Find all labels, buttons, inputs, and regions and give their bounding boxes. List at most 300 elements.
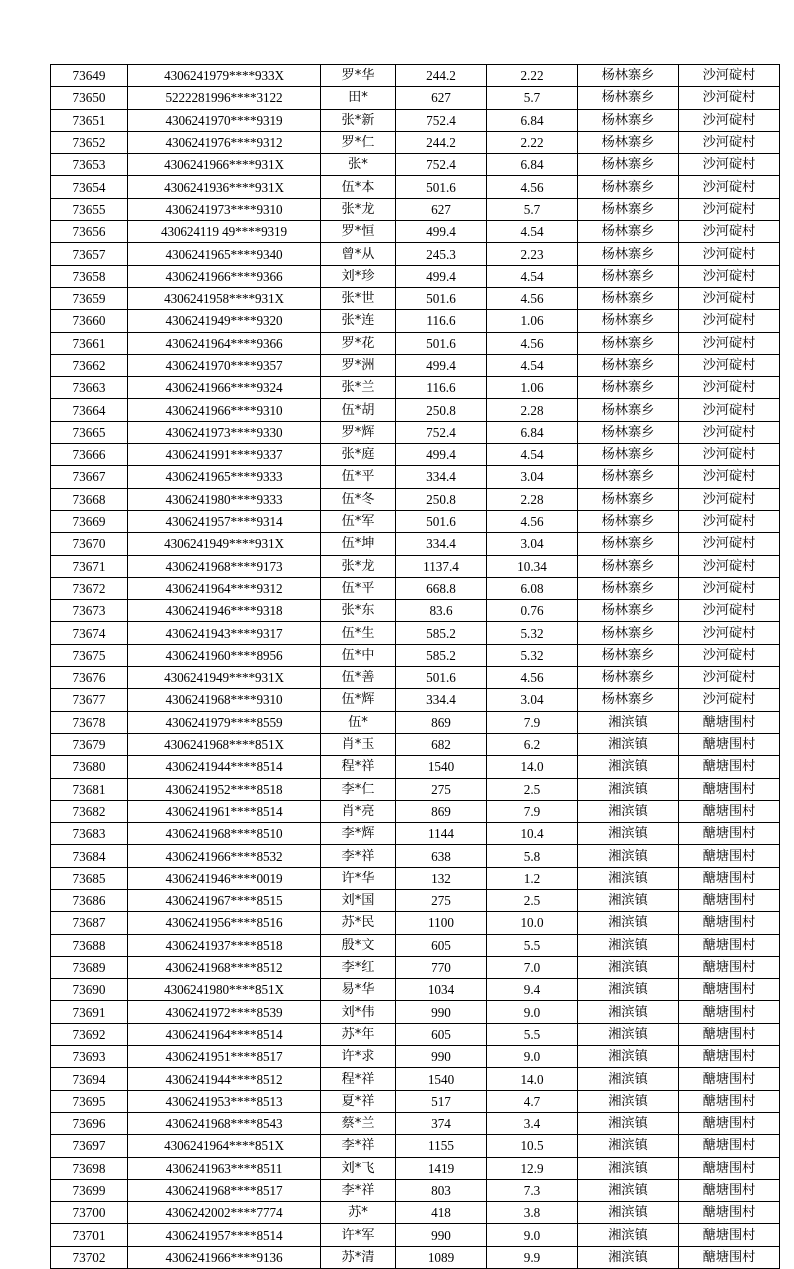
- cell-amount: 334.4: [396, 689, 487, 711]
- cell-name: 苏*清: [321, 1246, 396, 1268]
- cell-village: 沙河碇村: [679, 466, 780, 488]
- cell-id: 4306241973****9310: [128, 198, 321, 220]
- cell-name: 张*龙: [321, 198, 396, 220]
- cell-town: 杨林寨乡: [578, 310, 679, 332]
- cell-rate: 5.32: [487, 622, 578, 644]
- table-row: [51, 823, 780, 845]
- table-row: [51, 867, 780, 889]
- table-row: [51, 1090, 780, 1112]
- cell-rate: 5.7: [487, 87, 578, 109]
- cell-amount: 334.4: [396, 533, 487, 555]
- cell-town: 湘滨镇: [578, 1001, 679, 1023]
- cell-id: 4306241964****8514: [128, 1023, 321, 1045]
- cell-amount: 374: [396, 1112, 487, 1134]
- cell-village: 沙河碇村: [679, 287, 780, 309]
- cell-rate: 6.84: [487, 109, 578, 131]
- cell-name: 伍*平: [321, 466, 396, 488]
- cell-seq: 73674: [51, 622, 128, 644]
- cell-seq: 73687: [51, 912, 128, 934]
- cell-name: 许*华: [321, 867, 396, 889]
- cell-name: 张*: [321, 154, 396, 176]
- cell-amount: 1144: [396, 823, 487, 845]
- cell-name: 伍*生: [321, 622, 396, 644]
- cell-amount: 245.3: [396, 243, 487, 265]
- cell-seq: 73673: [51, 600, 128, 622]
- table-row: [51, 845, 780, 867]
- cell-id: 4306241961****8514: [128, 800, 321, 822]
- cell-rate: 2.22: [487, 65, 578, 87]
- cell-village: 醣塘围村: [679, 867, 780, 889]
- cell-seq: 73666: [51, 444, 128, 466]
- cell-seq: 73660: [51, 310, 128, 332]
- cell-amount: 803: [396, 1179, 487, 1201]
- cell-seq: 73652: [51, 131, 128, 153]
- cell-amount: 1034: [396, 979, 487, 1001]
- cell-amount: 752.4: [396, 421, 487, 443]
- table-row: [51, 243, 780, 265]
- cell-amount: 990: [396, 1001, 487, 1023]
- table-row: [51, 421, 780, 443]
- cell-rate: 9.9: [487, 1246, 578, 1268]
- cell-seq: 73672: [51, 577, 128, 599]
- cell-village: 醣塘围村: [679, 1046, 780, 1068]
- cell-town: 杨林寨乡: [578, 399, 679, 421]
- cell-rate: 4.56: [487, 510, 578, 532]
- cell-name: 伍*坤: [321, 533, 396, 555]
- cell-name: 易*华: [321, 979, 396, 1001]
- cell-name: 肖*亮: [321, 800, 396, 822]
- cell-amount: 244.2: [396, 131, 487, 153]
- cell-seq: 73696: [51, 1112, 128, 1134]
- cell-amount: 499.4: [396, 221, 487, 243]
- cell-amount: 585.2: [396, 622, 487, 644]
- cell-amount: 869: [396, 800, 487, 822]
- cell-seq: 73694: [51, 1068, 128, 1090]
- cell-name: 罗*洲: [321, 354, 396, 376]
- cell-id: 4306241946****9318: [128, 600, 321, 622]
- cell-seq: 73679: [51, 733, 128, 755]
- table-row: [51, 466, 780, 488]
- cell-id: 4306241957****8514: [128, 1224, 321, 1246]
- cell-id: 4306242002****7774: [128, 1202, 321, 1224]
- cell-id: 5222281996****3122: [128, 87, 321, 109]
- cell-town: 杨林寨乡: [578, 109, 679, 131]
- cell-village: 沙河碇村: [679, 354, 780, 376]
- cell-town: 杨林寨乡: [578, 667, 679, 689]
- cell-amount: 605: [396, 934, 487, 956]
- cell-name: 张*龙: [321, 555, 396, 577]
- cell-town: 杨林寨乡: [578, 622, 679, 644]
- cell-village: 沙河碇村: [679, 667, 780, 689]
- cell-village: 醣塘围村: [679, 845, 780, 867]
- cell-seq: 73693: [51, 1046, 128, 1068]
- table-row: [51, 399, 780, 421]
- cell-id: 4306241966****8532: [128, 845, 321, 867]
- cell-town: 湘滨镇: [578, 1157, 679, 1179]
- table-row: [51, 600, 780, 622]
- cell-id: 4306241936****931X: [128, 176, 321, 198]
- cell-name: 苏*民: [321, 912, 396, 934]
- cell-id: 4306241937****8518: [128, 934, 321, 956]
- cell-amount: 770: [396, 956, 487, 978]
- table-row: [51, 154, 780, 176]
- cell-village: 沙河碇村: [679, 131, 780, 153]
- cell-town: 湘滨镇: [578, 1224, 679, 1246]
- cell-amount: 627: [396, 87, 487, 109]
- cell-rate: 3.8: [487, 1202, 578, 1224]
- cell-name: 苏*年: [321, 1023, 396, 1045]
- cell-seq: 73681: [51, 778, 128, 800]
- cell-name: 罗*辉: [321, 421, 396, 443]
- cell-town: 湘滨镇: [578, 889, 679, 911]
- cell-id: 4306241979****8559: [128, 711, 321, 733]
- cell-village: 醣塘围村: [679, 1179, 780, 1201]
- cell-rate: 1.06: [487, 310, 578, 332]
- cell-name: 伍*胡: [321, 399, 396, 421]
- cell-id: 4306241980****9333: [128, 488, 321, 510]
- cell-id: 4306241964****851X: [128, 1135, 321, 1157]
- cell-id: 4306241966****9310: [128, 399, 321, 421]
- table-row: [51, 109, 780, 131]
- cell-town: 杨林寨乡: [578, 533, 679, 555]
- cell-rate: 14.0: [487, 756, 578, 778]
- cell-seq: 73683: [51, 823, 128, 845]
- cell-seq: 73677: [51, 689, 128, 711]
- cell-town: 湘滨镇: [578, 1202, 679, 1224]
- cell-town: 杨林寨乡: [578, 466, 679, 488]
- cell-name: 程*祥: [321, 756, 396, 778]
- table-row: [51, 1046, 780, 1068]
- cell-rate: 2.28: [487, 399, 578, 421]
- table-row: [51, 555, 780, 577]
- cell-seq: 73688: [51, 934, 128, 956]
- cell-village: 沙河碇村: [679, 600, 780, 622]
- cell-id: 4306241967****8515: [128, 889, 321, 911]
- cell-seq: 73689: [51, 956, 128, 978]
- cell-amount: 501.6: [396, 176, 487, 198]
- table-row: [51, 354, 780, 376]
- table-row: [51, 733, 780, 755]
- cell-id: 4306241951****8517: [128, 1046, 321, 1068]
- cell-amount: 990: [396, 1224, 487, 1246]
- cell-town: 湘滨镇: [578, 979, 679, 1001]
- cell-village: 醣塘围村: [679, 1112, 780, 1134]
- cell-amount: 501.6: [396, 510, 487, 532]
- cell-village: 醣塘围村: [679, 1157, 780, 1179]
- cell-name: 罗*花: [321, 332, 396, 354]
- cell-id: 4306241958****931X: [128, 287, 321, 309]
- cell-rate: 9.4: [487, 979, 578, 1001]
- cell-village: 醣塘围村: [679, 778, 780, 800]
- cell-name: 李*祥: [321, 1179, 396, 1201]
- cell-rate: 5.8: [487, 845, 578, 867]
- table-row: [51, 934, 780, 956]
- table-row: [51, 488, 780, 510]
- cell-town: 湘滨镇: [578, 778, 679, 800]
- cell-town: 杨林寨乡: [578, 154, 679, 176]
- cell-town: 杨林寨乡: [578, 488, 679, 510]
- cell-seq: 73656: [51, 221, 128, 243]
- cell-id: 4306241957****9314: [128, 510, 321, 532]
- cell-id: 4306241953****8513: [128, 1090, 321, 1112]
- cell-name: 伍*善: [321, 667, 396, 689]
- table-row: [51, 577, 780, 599]
- cell-amount: 585.2: [396, 644, 487, 666]
- cell-rate: 2.28: [487, 488, 578, 510]
- cell-name: 张*兰: [321, 377, 396, 399]
- cell-id: 430624119 49****9319: [128, 221, 321, 243]
- cell-seq: 73678: [51, 711, 128, 733]
- cell-town: 湘滨镇: [578, 934, 679, 956]
- cell-seq: 73650: [51, 87, 128, 109]
- cell-amount: 627: [396, 198, 487, 220]
- cell-name: 张*新: [321, 109, 396, 131]
- cell-seq: 73686: [51, 889, 128, 911]
- cell-name: 伍*军: [321, 510, 396, 532]
- cell-rate: 7.9: [487, 711, 578, 733]
- cell-seq: 73676: [51, 667, 128, 689]
- cell-rate: 2.5: [487, 778, 578, 800]
- cell-town: 杨林寨乡: [578, 265, 679, 287]
- cell-village: 醣塘围村: [679, 1135, 780, 1157]
- cell-village: 沙河碇村: [679, 399, 780, 421]
- cell-town: 杨林寨乡: [578, 198, 679, 220]
- cell-village: 沙河碇村: [679, 421, 780, 443]
- table-row: [51, 778, 780, 800]
- cell-village: 醣塘围村: [679, 979, 780, 1001]
- cell-town: 湘滨镇: [578, 912, 679, 934]
- cell-rate: 4.54: [487, 354, 578, 376]
- cell-name: 罗*仁: [321, 131, 396, 153]
- cell-amount: 501.6: [396, 332, 487, 354]
- cell-town: 湘滨镇: [578, 956, 679, 978]
- table-row: [51, 444, 780, 466]
- cell-village: 沙河碇村: [679, 176, 780, 198]
- cell-amount: 638: [396, 845, 487, 867]
- table-row: [51, 377, 780, 399]
- cell-name: 张*东: [321, 600, 396, 622]
- cell-id: 4306241979****933X: [128, 65, 321, 87]
- cell-rate: 4.54: [487, 221, 578, 243]
- table-row: [51, 956, 780, 978]
- cell-id: 4306241956****8516: [128, 912, 321, 934]
- cell-rate: 6.84: [487, 421, 578, 443]
- cell-rate: 14.0: [487, 1068, 578, 1090]
- table-row: [51, 689, 780, 711]
- cell-rate: 3.4: [487, 1112, 578, 1134]
- cell-town: 杨林寨乡: [578, 243, 679, 265]
- table-row: [51, 1001, 780, 1023]
- cell-id: 4306241968****9173: [128, 555, 321, 577]
- cell-rate: 7.9: [487, 800, 578, 822]
- cell-amount: 275: [396, 778, 487, 800]
- cell-rate: 5.5: [487, 1023, 578, 1045]
- cell-id: 4306241944****8512: [128, 1068, 321, 1090]
- cell-seq: 73649: [51, 65, 128, 87]
- cell-amount: 1540: [396, 1068, 487, 1090]
- table-row: [51, 1179, 780, 1201]
- cell-town: 湘滨镇: [578, 1112, 679, 1134]
- cell-id: 4306241966****9136: [128, 1246, 321, 1268]
- cell-village: 醣塘围村: [679, 912, 780, 934]
- cell-rate: 6.2: [487, 733, 578, 755]
- cell-seq: 73690: [51, 979, 128, 1001]
- cell-name: 伍*: [321, 711, 396, 733]
- cell-village: 醣塘围村: [679, 800, 780, 822]
- cell-id: 4306241968****8512: [128, 956, 321, 978]
- cell-name: 苏*: [321, 1202, 396, 1224]
- cell-town: 杨林寨乡: [578, 510, 679, 532]
- cell-name: 田*: [321, 87, 396, 109]
- cell-amount: 244.2: [396, 65, 487, 87]
- cell-town: 湘滨镇: [578, 733, 679, 755]
- cell-amount: 990: [396, 1046, 487, 1068]
- cell-amount: 1089: [396, 1246, 487, 1268]
- cell-town: 杨林寨乡: [578, 644, 679, 666]
- cell-id: 4306241949****931X: [128, 533, 321, 555]
- table-row: [51, 310, 780, 332]
- cell-town: 湘滨镇: [578, 845, 679, 867]
- cell-seq: 73663: [51, 377, 128, 399]
- cell-name: 罗*华: [321, 65, 396, 87]
- table-row: [51, 1157, 780, 1179]
- cell-amount: 83.6: [396, 600, 487, 622]
- table-row: [51, 1023, 780, 1045]
- cell-name: 李*辉: [321, 823, 396, 845]
- cell-rate: 3.04: [487, 533, 578, 555]
- cell-village: 沙河碇村: [679, 444, 780, 466]
- cell-id: 4306241968****8517: [128, 1179, 321, 1201]
- cell-town: 湘滨镇: [578, 756, 679, 778]
- cell-amount: 499.4: [396, 265, 487, 287]
- cell-village: 醣塘围村: [679, 756, 780, 778]
- table-row: [51, 1112, 780, 1134]
- cell-village: 醣塘围村: [679, 733, 780, 755]
- cell-rate: 6.08: [487, 577, 578, 599]
- cell-rate: 9.0: [487, 1046, 578, 1068]
- table-row: [51, 176, 780, 198]
- cell-village: 沙河碇村: [679, 622, 780, 644]
- cell-rate: 4.56: [487, 176, 578, 198]
- cell-town: 杨林寨乡: [578, 600, 679, 622]
- cell-town: 湘滨镇: [578, 823, 679, 845]
- cell-rate: 10.5: [487, 1135, 578, 1157]
- cell-rate: 4.7: [487, 1090, 578, 1112]
- cell-rate: 9.0: [487, 1224, 578, 1246]
- cell-village: 沙河碇村: [679, 65, 780, 87]
- cell-amount: 250.8: [396, 399, 487, 421]
- cell-name: 刘*飞: [321, 1157, 396, 1179]
- cell-rate: 2.5: [487, 889, 578, 911]
- cell-village: 沙河碇村: [679, 221, 780, 243]
- cell-seq: 73653: [51, 154, 128, 176]
- cell-village: 醣塘围村: [679, 1001, 780, 1023]
- cell-seq: 73691: [51, 1001, 128, 1023]
- cell-id: 4306241980****851X: [128, 979, 321, 1001]
- cell-id: 4306241991****9337: [128, 444, 321, 466]
- table-row: [51, 198, 780, 220]
- cell-name: 伍*本: [321, 176, 396, 198]
- table-row: [51, 1135, 780, 1157]
- cell-rate: 0.76: [487, 600, 578, 622]
- cell-id: 4306241968****851X: [128, 733, 321, 755]
- cell-village: 醣塘围村: [679, 823, 780, 845]
- cell-id: 4306241944****8514: [128, 756, 321, 778]
- table-row: [51, 221, 780, 243]
- cell-rate: 3.04: [487, 689, 578, 711]
- cell-town: 杨林寨乡: [578, 87, 679, 109]
- table-row: [51, 912, 780, 934]
- cell-town: 杨林寨乡: [578, 221, 679, 243]
- cell-seq: 73651: [51, 109, 128, 131]
- cell-id: 4306241970****9357: [128, 354, 321, 376]
- cell-rate: 1.2: [487, 867, 578, 889]
- cell-town: 杨林寨乡: [578, 354, 679, 376]
- table-row: [51, 510, 780, 532]
- cell-name: 肖*玉: [321, 733, 396, 755]
- cell-rate: 1.06: [487, 377, 578, 399]
- cell-seq: 73658: [51, 265, 128, 287]
- cell-village: 沙河碇村: [679, 243, 780, 265]
- cell-name: 伍*冬: [321, 488, 396, 510]
- cell-village: 醣塘围村: [679, 1023, 780, 1045]
- cell-village: 醣塘围村: [679, 889, 780, 911]
- cell-seq: 73701: [51, 1224, 128, 1246]
- cell-village: 沙河碇村: [679, 154, 780, 176]
- cell-town: 杨林寨乡: [578, 444, 679, 466]
- cell-village: 醣塘围村: [679, 1090, 780, 1112]
- cell-seq: 73654: [51, 176, 128, 198]
- cell-seq: 73671: [51, 555, 128, 577]
- cell-village: 醣塘围村: [679, 711, 780, 733]
- cell-amount: 116.6: [396, 377, 487, 399]
- cell-id: 4306241965****9333: [128, 466, 321, 488]
- cell-village: 沙河碇村: [679, 198, 780, 220]
- cell-town: 湘滨镇: [578, 1023, 679, 1045]
- cell-town: 湘滨镇: [578, 800, 679, 822]
- cell-seq: 73661: [51, 332, 128, 354]
- cell-village: 沙河碇村: [679, 310, 780, 332]
- cell-seq: 73682: [51, 800, 128, 822]
- cell-id: 4306241966****931X: [128, 154, 321, 176]
- cell-id: 4306241964****9312: [128, 577, 321, 599]
- table-body: [51, 65, 780, 1269]
- cell-town: 杨林寨乡: [578, 332, 679, 354]
- cell-name: 李*仁: [321, 778, 396, 800]
- cell-amount: 499.4: [396, 354, 487, 376]
- cell-seq: 73680: [51, 756, 128, 778]
- cell-rate: 7.0: [487, 956, 578, 978]
- table-row: [51, 65, 780, 87]
- cell-village: 沙河碇村: [679, 644, 780, 666]
- table-row: [51, 1202, 780, 1224]
- cell-village: 醣塘围村: [679, 1224, 780, 1246]
- cell-name: 李*祥: [321, 1135, 396, 1157]
- cell-town: 湘滨镇: [578, 1135, 679, 1157]
- cell-amount: 1540: [396, 756, 487, 778]
- cell-id: 4306241963****8511: [128, 1157, 321, 1179]
- cell-town: 湘滨镇: [578, 711, 679, 733]
- cell-seq: 73699: [51, 1179, 128, 1201]
- cell-amount: 682: [396, 733, 487, 755]
- cell-amount: 275: [396, 889, 487, 911]
- cell-id: 4306241964****9366: [128, 332, 321, 354]
- cell-seq: 73659: [51, 287, 128, 309]
- cell-name: 蔡*兰: [321, 1112, 396, 1134]
- cell-id: 4306241965****9340: [128, 243, 321, 265]
- cell-amount: 1137.4: [396, 555, 487, 577]
- cell-seq: 73695: [51, 1090, 128, 1112]
